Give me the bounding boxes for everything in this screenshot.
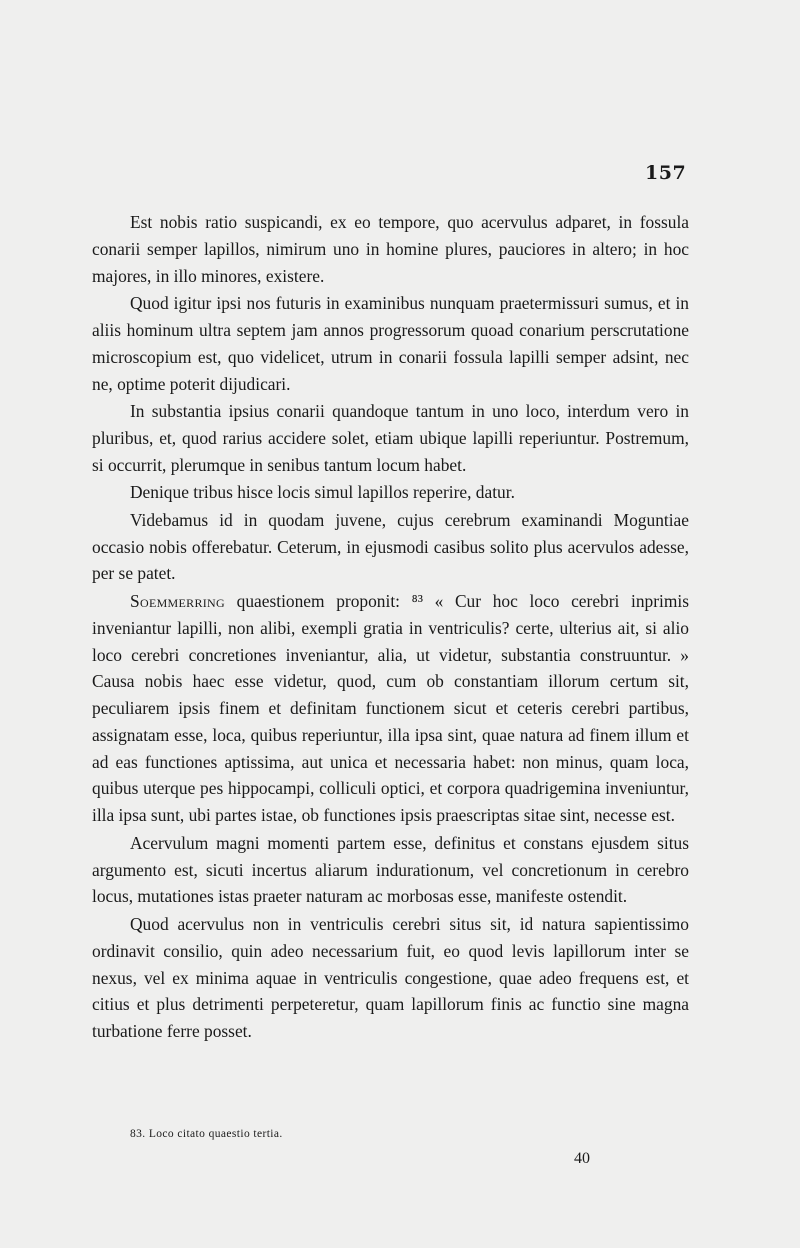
paragraph: Est nobis ratio suspicandi, ex eo tempore, quo acervulus adparet, in fossula conarii semper lapillos, nimirum uno in homine plures, pauciores in altero; in hoc majores, in illo minores, existere. (92, 212, 689, 286)
paragraph: Denique tribus hisce locis simul lapillos reperire, datur. (130, 482, 515, 503)
signature-mark: 40 (574, 1150, 590, 1167)
paragraph: Videbamus id in quodam juvene, cujus cerebrum examinandi Moguntiae occasio nobis offerebatur. Ceterum, in ejusmodi casibus solito plus acervulos adesse, per se patet. (92, 509, 689, 584)
footnote: 83. Loco citato quaestio tertia. (130, 1128, 283, 1140)
page-number: 157 (645, 162, 687, 184)
paragraph: Acervulum magni momenti partem esse, definitus et constans ejusdem situs argumento est, sicuti incertus aliarum indurationum, vel concretionum in cerebro locus, mutationes istas praeter naturam ac morbosas esse, manifeste ostendit. (92, 832, 689, 907)
body-text (92, 209, 689, 1046)
author-name: Soemmerring (130, 590, 225, 611)
paragraph: Quod acervulus non in ventriculis cerebri situs sit, id natura sapientissimo ordinavit consilio, quin adeo necessarium fuit, eo quod levis lapillorum inter se nexus, vel ex minima aquae in ventriculis congestione, quae adeo frequens est, et citius et plus detrimenti perpeteretur, quam lapillorum finis ac functio sine magna turbatione ferre posset. (92, 913, 689, 1042)
paragraph: Quod igitur ipsi nos futuris in examinibus nunquam praetermissuri sumus, et in aliis hominum ultra septem jam annos progressorum quoad conarium perscrutatione microscopium est, quo videlicet, utrum in conarii fossula lapilli semper adsint, nec ne, optime poterit dijudicari. (92, 293, 689, 394)
paragraph (92, 588, 689, 829)
paragraph-text: quaestionem proponit: ⁸³ « Cur hoc loco cerebri inprimis inveniantur lapilli, non alibi, exempli gratia in ventriculis? certe, ulterius ait, si alio loco cerebri concretiones inveniantur, alia, ut videtur, substantia construuntur. » Causa nobis haec esse videtur, quod, cum ob constantiam illorum certum sit, peculiarem ipsis finem et definitam functionem sicut et ceteris cerebri partibus, assignatam esse, loca, quibus reperiuntur, illa ipsa sint, quae natura ad finem illum et ad eas functiones aptissima, aut unica et necessaria habet: non minus, quam loca, quibus uterque pes hippocampi, colliculi optici, et corpora quadrigemina inveniuntur, illa ipsa sunt, ubi partes istae, ob functiones ipsis praescriptas sitae sint, necesse est. (92, 590, 689, 826)
paragraph: In substantia ipsius conarii quandoque tantum in uno loco, interdum vero in pluribus, et, quod rarius accidere solet, etiam ubique lapilli reperiuntur. Postremum, si occurrit, plerumque in senibus tantum locum habet. (92, 401, 689, 475)
